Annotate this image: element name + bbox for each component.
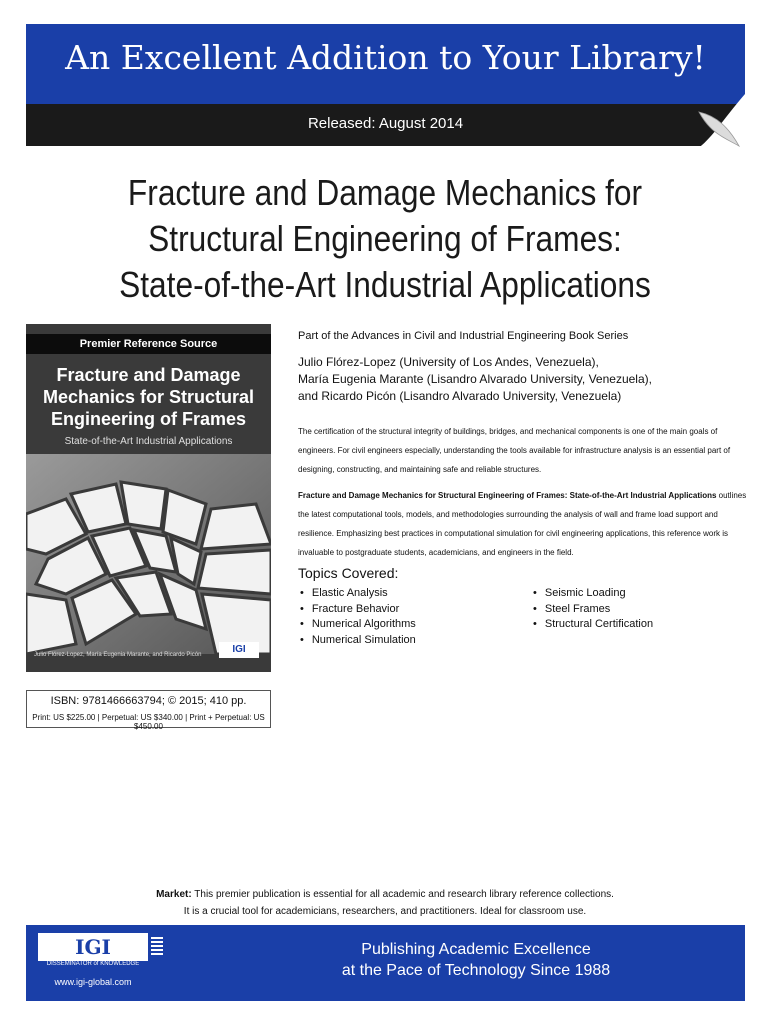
igi-logo: IGI <box>219 642 259 658</box>
footer-url[interactable]: www.igi-global.com <box>54 977 132 987</box>
topic-item: • Structural Certification <box>533 617 653 633</box>
book-title-line: State-of-the-Art Industrial Applications <box>119 264 651 305</box>
book-title-line: Fracture and Damage Mechanics for <box>127 172 643 213</box>
topic-item: • Seismic Loading <box>533 586 653 602</box>
isbn-box <box>26 690 271 731</box>
market-line: It is a crucial tool for academicians, researchers, and practitioners. Ideal for classroom use. <box>183 906 587 917</box>
price-line: Print: US $225.00 | Perpetual: US $340.00 | Print + Perpetual: US $450.00 <box>32 713 265 731</box>
footer-banner <box>26 925 745 1001</box>
banner-title: An Excellent Addition to Your Library! <box>65 38 706 77</box>
footer-slogan <box>256 939 696 981</box>
topics-list-left <box>300 586 416 648</box>
slogan-line: Publishing Academic Excellence <box>361 941 591 958</box>
description-text: outlines the latest computational tools, models, and methodologies surrounding the analysis of wall and frame load support and resilience. Emphasizing best practices in computational simulation for civil engineering applications, this reference work is invaluable to postgraduate students, academicians, and engineers in the field. <box>298 491 747 557</box>
topic-item: • Steel Frames <box>533 602 653 618</box>
header-banner <box>26 24 745 146</box>
topic-item: • Elastic Analysis <box>300 586 416 602</box>
isbn-line: ISBN: 9781466663794; © 2015; 410 pp. <box>50 695 247 707</box>
book-cover <box>26 324 271 672</box>
topics-list-right <box>533 586 653 633</box>
cover-title: Fracture and Damage Mechanics for Structural Engineering of Frames <box>42 365 255 429</box>
cover-subtitle: State-of-the-Art Industrial Applications <box>64 436 233 447</box>
topic-item: • Numerical Simulation <box>300 633 416 649</box>
igi-global-logo: IGI <box>38 933 148 961</box>
cover-authors: Julio Flórez-Lopez, María Eugenia Marante, and Ricardo Picón <box>34 652 202 658</box>
author-line: Julio Flórez-Lopez (University of Los Andes, Venezuela), <box>298 355 599 369</box>
release-date: Released: August 2014 <box>307 115 464 132</box>
author-list <box>298 354 748 405</box>
author-line: María Eugenia Marante (Lisandro Alvarado University, Venezuela), <box>298 372 652 386</box>
book-title-line: Structural Engineering of Frames: <box>148 218 622 259</box>
footer-tagline: DISSEMINATOR of KNOWLEDGE <box>46 961 140 967</box>
topic-item: • Fracture Behavior <box>300 602 416 618</box>
logo-stripes-icon <box>151 937 163 957</box>
market-line: This premier publication is essential for all academic and research library reference collections. <box>191 889 614 900</box>
book-title <box>73 170 698 308</box>
cracked-ground-image <box>26 454 271 654</box>
book-series: Part of the Advances in Civil and Industrial Engineering Book Series <box>298 330 629 342</box>
topic-item: • Numerical Algorithms <box>300 617 416 633</box>
topics-heading: Topics Covered: <box>298 565 399 581</box>
description-book-title: Fracture and Damage Mechanics for Structural Engineering of Frames: State-of-the-Art Industrial Applications <box>298 491 717 500</box>
market-statement <box>40 886 730 920</box>
market-label: Market: <box>156 889 192 900</box>
author-line: and Ricardo Picón (Lisandro Alvarado University, Venezuela) <box>298 389 622 403</box>
slogan-line: at the Pace of Technology Since 1988 <box>341 962 611 979</box>
cover-header: Premier Reference Source <box>26 334 271 354</box>
release-bar <box>26 104 745 146</box>
description-paragraph <box>298 486 748 562</box>
description-paragraph: The certification of the structural integrity of buildings, bridges, and mechanical components is one of the main goals of engineers. For civil engineers especially, understanding the tools available for infrastructure analysis is an essential part of designing, constructing, and maintaining safe and reliable structures. <box>298 427 731 474</box>
page-curl-icon <box>689 94 745 154</box>
